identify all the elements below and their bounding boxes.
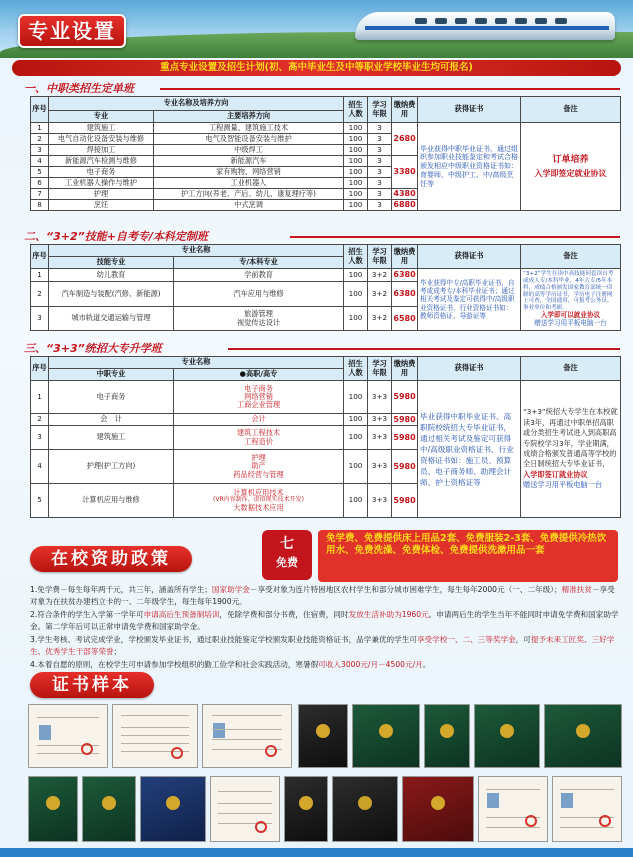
table-cell: 7: [31, 189, 49, 200]
table-cell: 6380: [392, 282, 418, 307]
table-cell: 3+3: [368, 381, 392, 414]
s2-h-fee: 缴纳费用: [392, 245, 418, 269]
certificate-image: [28, 704, 108, 768]
section3-heading: 三、“3+3”统招大专升学班: [24, 342, 162, 355]
section2-heading: 二、“3+2”技能+自考专/本科定制班: [24, 230, 208, 243]
s3-h-name: 专业名称: [49, 357, 344, 369]
certificate-image: [202, 704, 292, 768]
policy-text: －享受对象为在扶贫办建档立卡的一、二年级学生，每生每年1900元。: [30, 585, 615, 606]
table-cell: 6: [31, 178, 49, 189]
table-cell: 6380: [392, 269, 418, 282]
policy-text: 。: [422, 660, 431, 669]
aid-policy-text: [30, 584, 620, 672]
section1-heading: 一、中职类招生定单班: [24, 82, 134, 95]
table-cell: 2: [31, 414, 49, 426]
policy-text: 。申请两后生的学生当年不能同时申请免学费和国家助学金。第二学年后可以正常申请免学费和国家助学金。: [30, 610, 619, 631]
table-cell: 会计: [174, 414, 344, 426]
policy-item-2: [30, 609, 620, 633]
section3-rule: [228, 348, 620, 350]
table-cell: 3: [368, 156, 392, 167]
certificate-image: [424, 704, 470, 768]
table-cell: 100: [344, 134, 368, 145]
certificate-image: [210, 776, 280, 842]
s3-h-cert: 获得证书: [418, 357, 521, 381]
policy-highlight: 精准扶贫: [561, 585, 592, 594]
s3-high-3b: 工程造价: [244, 436, 273, 446]
table-cell: 1: [31, 123, 49, 134]
s1-h-dir: 主要培养方向: [154, 111, 344, 123]
certificate-image: [28, 776, 78, 842]
s1-note-b: 入学即签定就业协议: [534, 168, 607, 178]
policy-text: 2.符合条件的学生入学第一学年可: [30, 610, 144, 619]
certificate-image: [112, 704, 198, 768]
table-cell: 5980: [392, 426, 418, 450]
s2-h-years: 学习年限: [368, 245, 392, 269]
s3-high-5b: (VR内容制作、虚拟现实技术开发): [213, 496, 304, 504]
section1-table: [30, 96, 621, 211]
free-items-box: 免学费、免费提供床上用品2套、免费服装2-3套、免费提供冷热饮用水、免费洗澡、免费体检、免费提供洗漱用品一套: [318, 530, 618, 582]
table-cell: [174, 450, 344, 484]
certificate-image: [552, 776, 622, 842]
table-cell: 3: [31, 307, 49, 331]
policy-text: 3.学生考核、考试完成学业，学校颁发毕业证书，通过职业技能鉴定学校颁发职业技能资格证书，品学兼优的学生可: [30, 635, 417, 644]
certificate-image: [140, 776, 206, 842]
table-cell: 电气自动化设备安装与维修: [49, 134, 154, 145]
table-cell: 护理: [49, 189, 154, 200]
s1-note: [521, 123, 621, 211]
table-cell: 100: [344, 381, 368, 414]
s1-h-cert: 获得证书: [418, 97, 521, 123]
section3-table: [30, 356, 621, 518]
table-cell: 3: [368, 200, 392, 211]
s2-deg-3b: 视觉传达设计: [236, 317, 281, 327]
table-cell: 100: [344, 189, 368, 200]
seven-free-badge: [262, 530, 312, 580]
s3-high-3a: 建筑工程技术: [236, 428, 281, 438]
table-cell: 3+3: [368, 426, 392, 450]
table-cell: 100: [344, 450, 368, 484]
table-cell: 3+2: [368, 282, 392, 307]
table-cell: 100: [344, 167, 368, 178]
s3-note-blue: 赠送学习用平板电脑一台: [523, 480, 603, 490]
table-cell: 6580: [392, 307, 418, 331]
policy-highlight: 申请高后生预备制培训: [143, 610, 220, 619]
certificate-image: [478, 776, 548, 842]
s3-note-red: 入学即签订就业协议: [523, 469, 588, 479]
s2-h-cert: 获得证书: [418, 245, 521, 269]
certificate-gallery: [28, 704, 622, 844]
table-cell: 5980: [393, 414, 416, 424]
table-cell: 100: [344, 282, 368, 307]
s3-h-note: 备注: [521, 357, 621, 381]
table-cell: 100: [344, 145, 368, 156]
table-cell: 焊接加工: [49, 145, 154, 156]
s1-h-fee: 缴纳费用: [392, 97, 418, 123]
s1-cert-text: 毕业获得中职毕业证书，通过组织参加职业技能鉴定和考试合格颁发相应中级职业资格证书如：育婴师、中级护工、中/高级烹饪等: [418, 123, 521, 211]
table-cell: 4: [31, 156, 49, 167]
table-cell: 2: [31, 282, 49, 307]
table-cell: 工程测量、建筑施工技术: [154, 123, 344, 134]
policy-text: 1.免学费－每生每年两千元，共三年，涵盖所有学生；: [30, 585, 212, 594]
s3-high-4b: 助产: [251, 461, 266, 471]
table-cell: 电气及智能设备安装与维护: [154, 134, 344, 145]
table-cell: 100: [344, 178, 368, 189]
s2-note-red: 入学即可以就业协议: [540, 310, 601, 319]
table-cell: 3+2: [368, 269, 392, 282]
s3-h-high: ●高职/高专: [174, 369, 344, 381]
table-cell: 3+3: [368, 414, 392, 426]
s3-high-1a: 电子商务: [244, 383, 273, 393]
section2-table: [30, 244, 621, 331]
s1-h-plan: 招生人数: [344, 97, 368, 123]
table-cell: 100: [344, 426, 368, 450]
table-cell: 3+3: [368, 484, 392, 518]
table-cell: 护工方向(养老、产后、幼儿、康复理疗等): [154, 189, 344, 200]
s3-h-seq: 序号: [31, 357, 49, 381]
section1-rule: [160, 88, 620, 90]
s3-high-1b: 网络营销: [244, 391, 273, 401]
seven-badge-b: 免费: [276, 556, 298, 569]
table-cell: 3+3: [368, 450, 392, 484]
s2-h-note: 备注: [521, 245, 621, 269]
policy-text: －享受对象为连片特困地区农村学生和部分城市困难学生，每生每年2000元（一、二年级）；: [249, 585, 562, 594]
certificate-image: [544, 704, 622, 768]
table-cell: 8: [31, 200, 49, 211]
table-cell: 中级焊工: [154, 145, 344, 156]
s3-high-4a: 护理: [251, 453, 266, 463]
s3-h-fee: 缴纳费用: [392, 357, 418, 381]
s1-h-name: 专业名称及培养方向: [49, 97, 344, 111]
s3-h-mid: 中职专业: [49, 369, 174, 381]
table-cell: 中式烹调: [154, 200, 344, 211]
s1-fee-c: 4380: [393, 189, 416, 199]
s3-cert-text: 毕业获得中职毕业证书、高职院校统招大专毕业证书，通过相关考试及鉴定可获得中/高级职业资格证书、行业资格证书如：施工员、预算员、电子商务师、助理会计师、护士资格证等: [418, 381, 521, 518]
table-cell: 3: [368, 123, 392, 134]
table-cell: 100: [344, 156, 368, 167]
s1-h-seq: 序号: [31, 97, 49, 123]
table-cell: 3+2: [368, 307, 392, 331]
table-cell: 汽车制造与装配(汽修、新能源): [49, 282, 174, 307]
s2-note-text: “3+2”学生在读中高技能同套读自考或成人专/本科毕业，4年大专/5年本科，成绩合格颁发国家教育部统一印制的高等学历证书，学历电子注册网上可查，全国通用，可报考公务员、事业单位和考研。: [523, 271, 614, 311]
table-cell: 护理(护工方向): [49, 450, 174, 484]
table-cell: 3: [368, 145, 392, 156]
table-cell: [174, 484, 344, 518]
table-cell: 2: [31, 134, 49, 145]
s3-note: [521, 381, 621, 518]
policy-item-3: [30, 634, 620, 658]
page-title: 专业设置: [18, 14, 126, 48]
s1-note-a: 订单培养: [552, 155, 589, 166]
table-cell: 幼儿教育: [49, 269, 174, 282]
policy-item-4: [30, 659, 620, 671]
table-cell: 建筑施工: [49, 426, 174, 450]
s3-high-1c: 工商企业管理: [236, 400, 281, 410]
table-cell: 烹饪: [49, 200, 154, 211]
table-cell: 工业机器人: [154, 178, 344, 189]
table-cell: 会 计: [49, 414, 174, 426]
policy-highlight: 提予未来工匠奖、三好学生、优秀学生干部等荣誉: [30, 635, 615, 656]
table-cell: 新能源汽车检测与维修: [49, 156, 154, 167]
policy-highlight: 发放生活补助为1960元: [348, 610, 429, 619]
table-cell: [174, 307, 344, 331]
s1-fee-d: 6880: [393, 200, 416, 210]
table-cell: 3: [31, 426, 49, 450]
table-cell: 4: [31, 450, 49, 484]
policy-item-1: [30, 584, 620, 608]
table-cell: 3: [368, 189, 392, 200]
aid-policy-title: 在校资助政策: [30, 546, 192, 572]
seven-badge-a: 七: [280, 536, 294, 552]
s1-fee-b: 3380: [392, 156, 418, 189]
table-cell: 100: [344, 123, 368, 134]
s1-h-note: 备注: [521, 97, 621, 123]
certificate-image: [332, 776, 398, 842]
table-cell: 5980: [392, 484, 418, 518]
table-cell: 3: [368, 178, 392, 189]
section2-rule: [290, 236, 620, 238]
table-cell: 100: [344, 414, 368, 426]
table-cell: 城市轨道交通运输与管理: [49, 307, 174, 331]
s3-h-plan: 招生人数: [344, 357, 368, 381]
table-cell: 3: [368, 134, 392, 145]
table-cell: 5980: [392, 450, 418, 484]
policy-highlight: 享受学校一、二、三等奖学金: [416, 635, 516, 644]
footer-strip: [0, 848, 633, 857]
s3-high-4c: 药品经营与管理: [233, 469, 284, 479]
table-cell: 5: [31, 484, 49, 518]
table-cell: 100: [344, 307, 368, 331]
s2-h-name: 专业名称: [49, 245, 344, 257]
s3-high-5a: 计算机应用技术: [233, 487, 284, 497]
policy-highlight: 可收入3000元/月－4500元/月: [318, 660, 423, 669]
table-cell: 建筑施工: [49, 123, 154, 134]
table-cell: 1: [31, 269, 49, 282]
s2-deg-3a: 旅游管理: [244, 309, 273, 319]
certificate-image: [474, 704, 540, 768]
s2-h-seq: 序号: [31, 245, 49, 269]
table-cell: 100: [344, 484, 368, 518]
table-cell: 100: [344, 269, 368, 282]
s1-h-major: 专业: [49, 111, 154, 123]
certificate-image: [284, 776, 328, 842]
certificate-image: [402, 776, 474, 842]
s2-note: [521, 269, 621, 331]
s1-fee-a: 2680: [392, 123, 418, 156]
policy-highlight: 国家助学金: [211, 585, 250, 594]
policy-text: 4.本着自愿的原则，在校学生可申请参加学校组织的勤工俭学和社会实践活动，寒暑假: [30, 660, 319, 669]
table-cell: 电子商务: [49, 381, 174, 414]
s3-h-years: 学习年限: [368, 357, 392, 381]
table-cell: 新能源汽车: [154, 156, 344, 167]
certificate-samples-title: 证书样本: [30, 672, 154, 698]
s1-h-years: 学习年限: [368, 97, 392, 123]
policy-text: ，免除学费和部分书费，住宿费，同时: [219, 610, 349, 619]
s2-h-skill: 技能专业: [49, 257, 174, 269]
header-banner: [0, 0, 633, 58]
s2-h-plan: 招生人数: [344, 245, 368, 269]
policy-text: ；: [113, 647, 122, 656]
table-cell: 学前教育: [174, 269, 344, 282]
table-cell: 工业机器人操作与维护: [49, 178, 154, 189]
table-cell: 3: [31, 145, 49, 156]
certificate-image: [82, 776, 136, 842]
subtitle-banner: 重点专业设置及招生计划(初、高中毕业生及中等职业学校毕业生均可报名): [12, 60, 621, 76]
table-cell: 家有购物、网络营销: [154, 167, 344, 178]
s2-cert-text: 毕业获得中专/高职毕业证书，自考或成考专/本科毕业证书；通过相关考试及鉴定可获得中/高级职业资格证书，行业资格证书如：教师资格证、导游证等: [418, 269, 521, 331]
table-cell: 5980: [392, 381, 418, 414]
train-image: [355, 12, 615, 40]
table-cell: 100: [344, 200, 368, 211]
s2-note-blue: 赠送学习用平板电脑一台: [534, 318, 607, 327]
table-cell: 汽车应用与维修: [174, 282, 344, 307]
certificate-image: [352, 704, 420, 768]
table-cell: 1: [31, 381, 49, 414]
table-cell: 5: [31, 167, 49, 178]
policy-text: ，可: [515, 635, 531, 644]
table-cell: 电子商务: [49, 167, 154, 178]
table-cell: [174, 426, 344, 450]
table-cell: 3: [368, 167, 392, 178]
table-cell: [174, 381, 344, 414]
s3-high-5c: 大数据技术应用: [233, 502, 284, 512]
s3-note-text: “3+3”统招大专学生在本校就读3年，再通过中职单招高职或分类招生考试进入到高职高专院校学习3年，学业期满，成绩合格颁发普通高等学校的全日制统招大专毕业证书，: [523, 407, 618, 469]
certificate-image: [298, 704, 348, 768]
table-cell: 计算机应用与维修: [49, 484, 174, 518]
s2-h-deg: 专/本科专业: [174, 257, 344, 269]
